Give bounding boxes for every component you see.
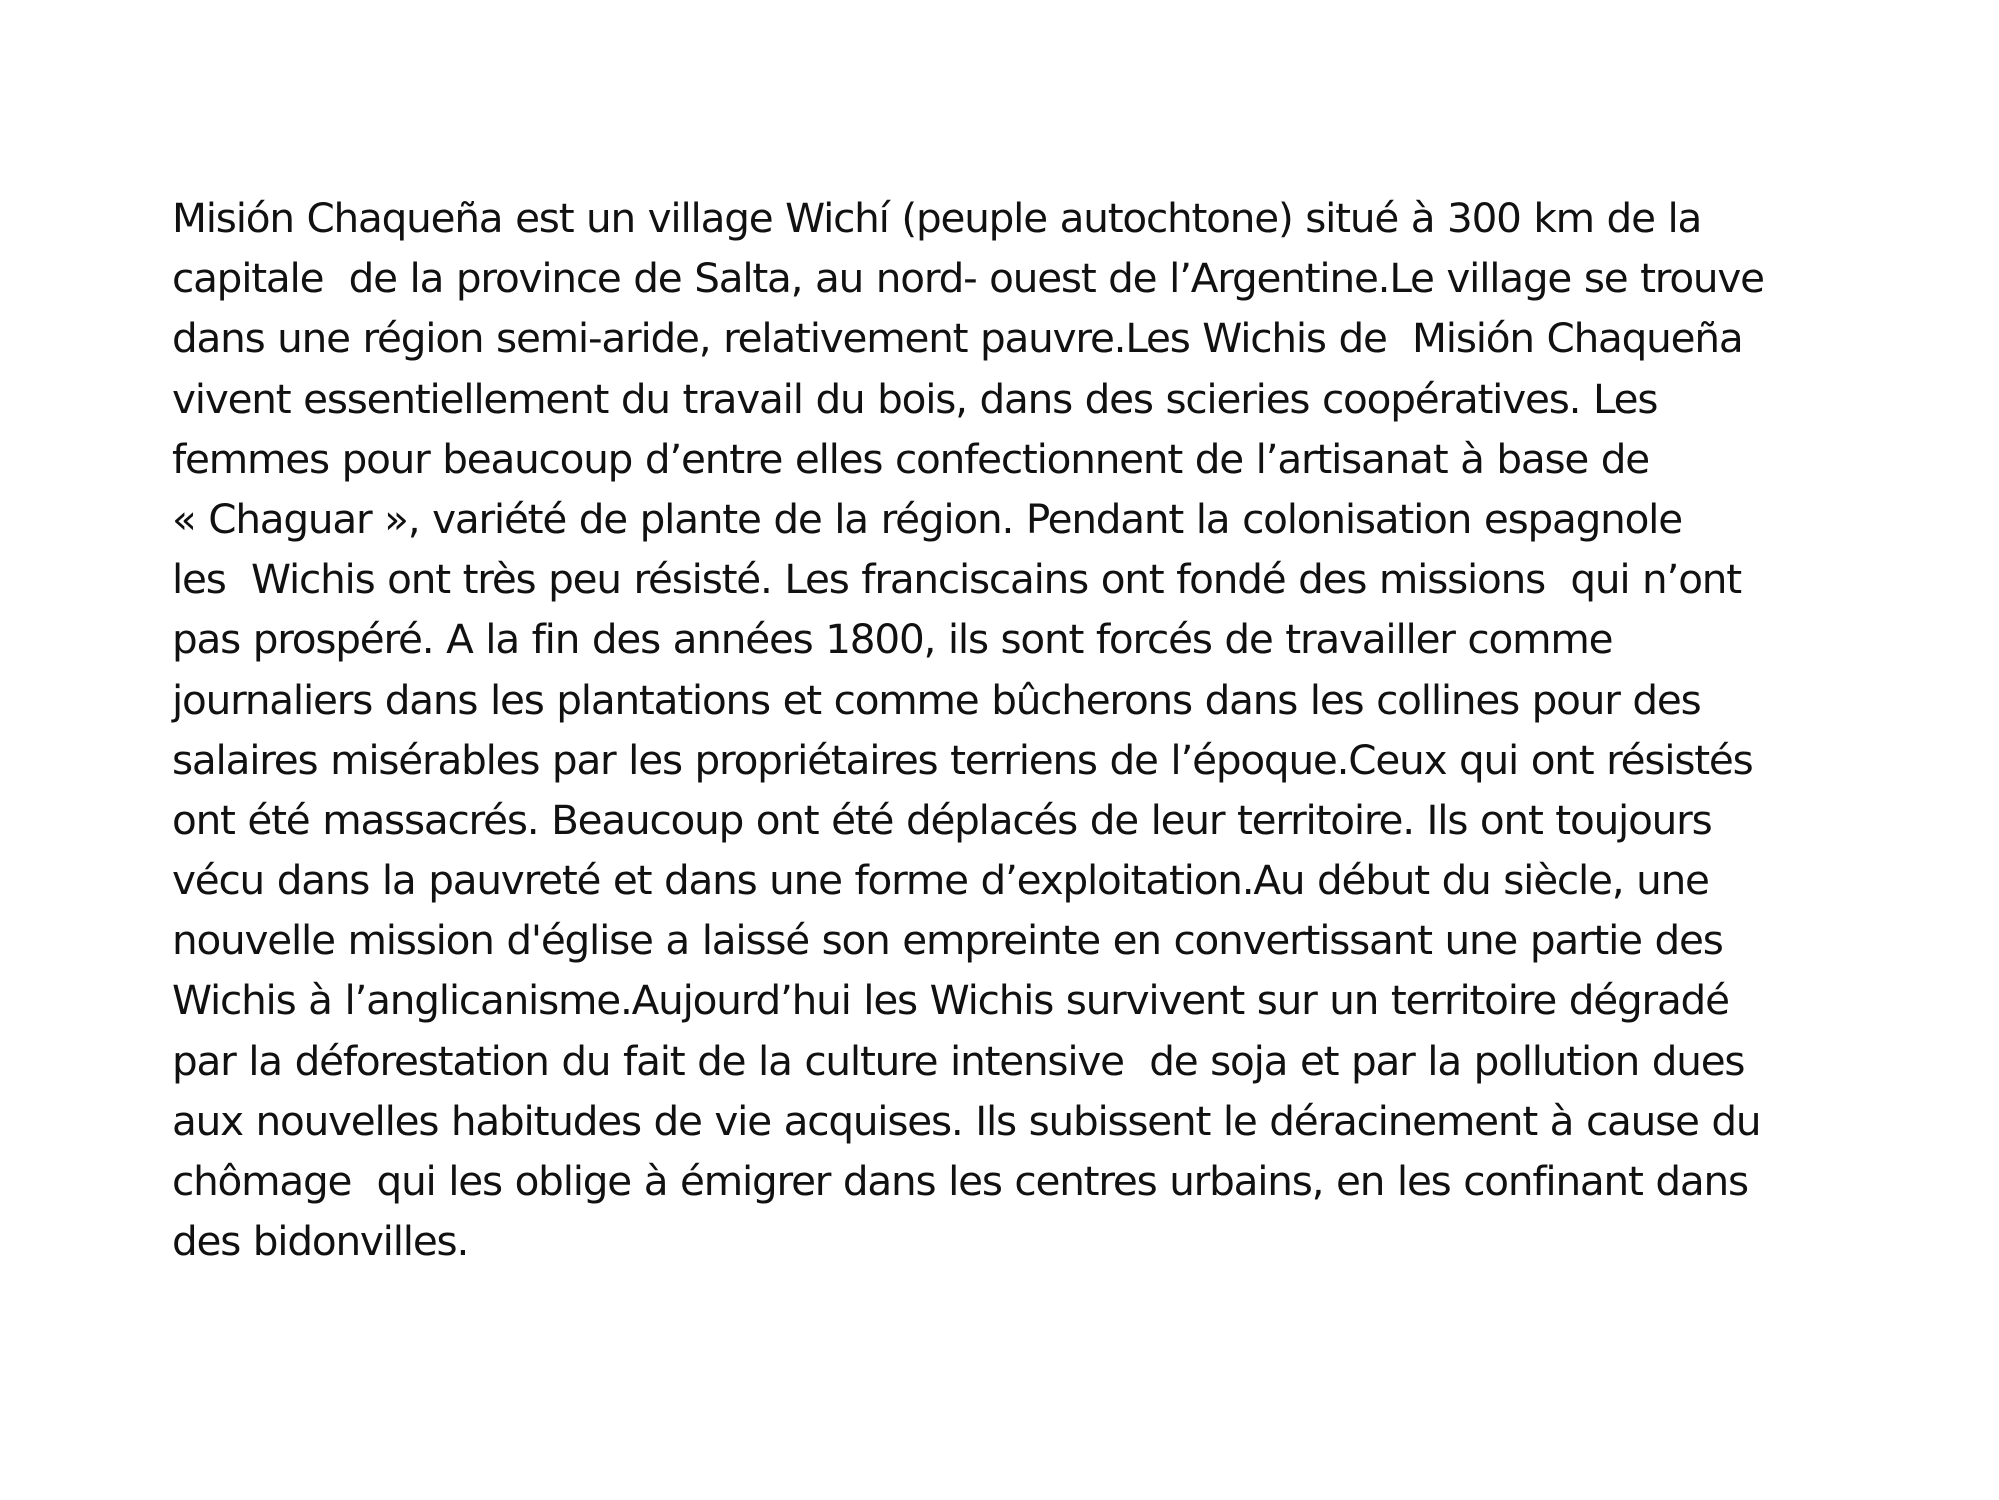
text-line: aux nouvelles habitudes de vie acquises. Ils subissent le déracinement à cause du — [172, 1096, 1761, 1145]
body-text — [172, 188, 1972, 1271]
text-line: nouvelle mission d'église a laissé son empreinte en convertissant une partie des — [172, 916, 1723, 965]
text-line: « Chaguar », variété de plante de la région. Pendant la colonisation espagnole — [172, 494, 1682, 543]
text-line: capitale de la province de Salta, au nord- ouest de l’Argentine.Le village se trouve — [172, 254, 1764, 303]
text-line: dans une région semi-aride, relativement pauvre.Les Wichis de Misión Chaqueña — [172, 314, 1743, 363]
text-line: Misión Chaqueña est un village Wichí (peuple autochtone) situé à 300 km de la — [172, 194, 1702, 242]
text-line: femmes pour beaucoup d’entre elles confectionnent de l’artisanat à base de — [172, 434, 1650, 483]
text-line: des bidonvilles. — [172, 1217, 469, 1266]
text-line: vécu dans la pauvreté et dans une forme d’exploitation.Au début du siècle, une — [172, 856, 1709, 905]
text-line: les Wichis ont très peu résisté. Les franciscains ont fondé des missions qui n’ont — [172, 555, 1741, 604]
text-line: chômage qui les oblige à émigrer dans les centres urbains, en les confinant dans — [172, 1157, 1748, 1205]
text-line: par la déforestation du fait de la culture intensive de soja et par la pollution dues — [172, 1036, 1745, 1085]
text-line: salaires misérables par les propriétaires terriens de l’époque.Ceux qui ont résistés — [172, 735, 1753, 784]
text-line: Wichis à l’anglicanisme.Aujourd’hui les Wichis survivent sur un territoire dégradé — [172, 976, 1729, 1025]
text-line: pas prospéré. A la fin des années 1800, ils sont forcés de travailler comme — [172, 615, 1613, 664]
text-line: ont été massacrés. Beaucoup ont été déplacés de leur territoire. Ils ont toujours — [172, 795, 1712, 844]
text-line: journaliers dans les plantations et comme bûcherons dans les collines pour des — [172, 675, 1701, 724]
text-line: vivent essentiellement du travail du bois, dans des scieries coopératives. Les — [172, 374, 1658, 423]
